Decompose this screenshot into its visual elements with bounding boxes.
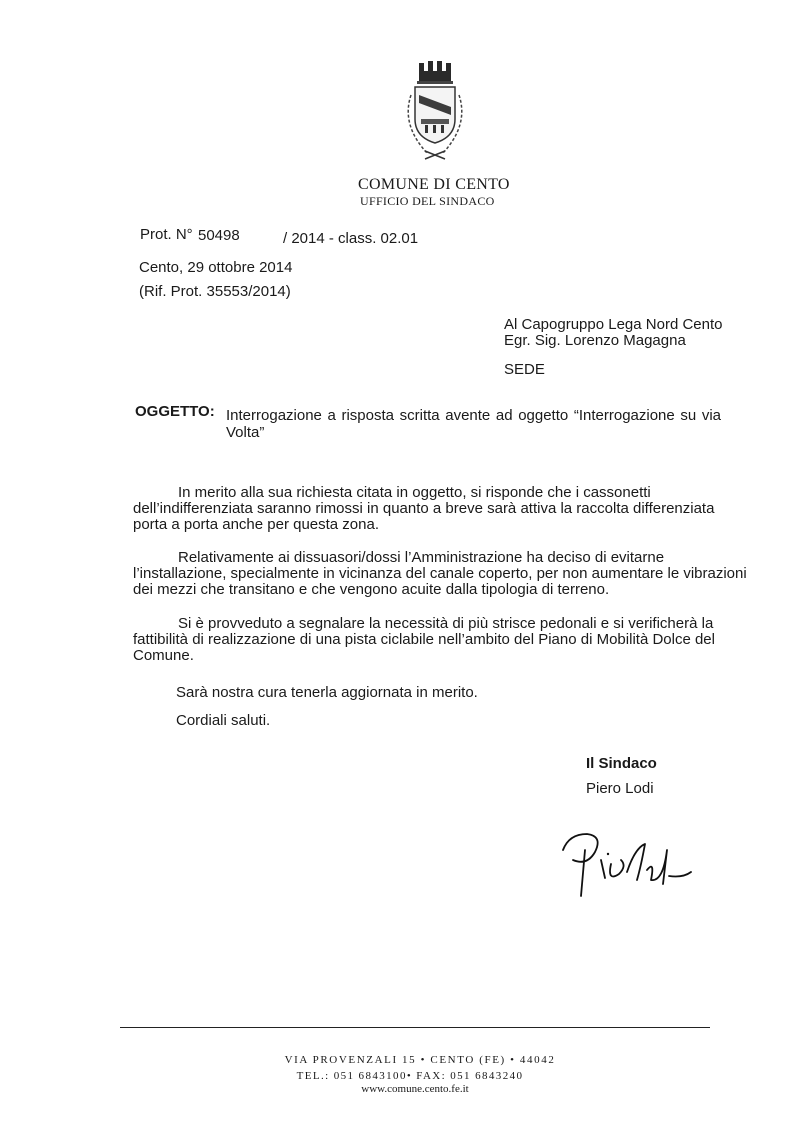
body-line: fattibilità di realizzazione di una pista ciclabile nell’ambito del Piano di Mobilità Dolce del — [133, 631, 715, 648]
body-line: dell’indifferenziata saranno rimossi in quanto a breve sarà attiva la raccolta differenziata — [133, 500, 715, 517]
signature-title: Il Sindaco — [586, 755, 657, 772]
body-line: In merito alla sua richiesta citata in oggetto, si risponde che i cassonetti — [178, 484, 651, 501]
protocol-class: / 2014 - class. 02.01 — [283, 230, 419, 247]
recipient-sede: SEDE — [504, 361, 545, 378]
ufficio-name: UFFICIO DEL SINDACO — [360, 194, 495, 208]
closing-line: Sarà nostra cura tenerla aggiornata in merito. — [176, 684, 478, 701]
recipient-line-2: Egr. Sig. Lorenzo Magagna — [504, 332, 686, 349]
protocol-number: 50498 — [198, 227, 240, 244]
subject-line-1: Interrogazione a risposta scritta avente ad oggetto “Interrogazione su via — [226, 407, 721, 424]
body-paragraph-3 — [133, 616, 715, 664]
subject-line-2: Volta” — [226, 424, 265, 441]
greeting-line: Cordiali saluti. — [176, 712, 271, 729]
footer-website: www.comune.cento.fe.it — [361, 1083, 469, 1095]
handwritten-signature-icon — [555, 820, 705, 900]
body-line: Relativamente ai dissuasori/dossi l’Amministrazione ha deciso di evitarne — [178, 549, 665, 566]
footer-address: VIA PROVENZALI 15 • CENTO (FE) • 44042 — [284, 1054, 556, 1066]
footer-phone: TEL.: 051 6843100• FAX: 051 6843240 — [296, 1070, 524, 1082]
letter-date: Cento, 29 ottobre 2014 — [139, 259, 293, 276]
protocol-label: Prot. N° — [140, 226, 193, 243]
comune-name: COMUNE DI CENTO — [358, 176, 510, 193]
body-line: l’installazione, specialmente in vicinanza del canale coperto, per non aumentare le vibrazioni — [133, 565, 747, 582]
subject-label: OGGETTO: — [135, 403, 215, 420]
footer-divider — [120, 1027, 710, 1028]
body-line: porta a porta anche per questa zona. — [133, 516, 380, 533]
coat-of-arms-icon — [395, 55, 475, 170]
body-line: dei mezzi che transitano e che vengono acuite dalla tipologia di terreno. — [133, 581, 610, 598]
body-paragraph-2 — [133, 550, 747, 598]
recipient-line-1: Al Capogruppo Lega Nord Cento — [504, 316, 723, 333]
signature-name: Piero Lodi — [586, 780, 654, 797]
body-line: Si è provveduto a segnalare la necessità di più strisce pedonali e si verificherà la — [178, 615, 714, 632]
body-paragraph-1 — [133, 485, 714, 533]
body-line: Comune. — [133, 647, 194, 664]
reference-protocol: (Rif. Prot. 35553/2014) — [139, 283, 291, 300]
